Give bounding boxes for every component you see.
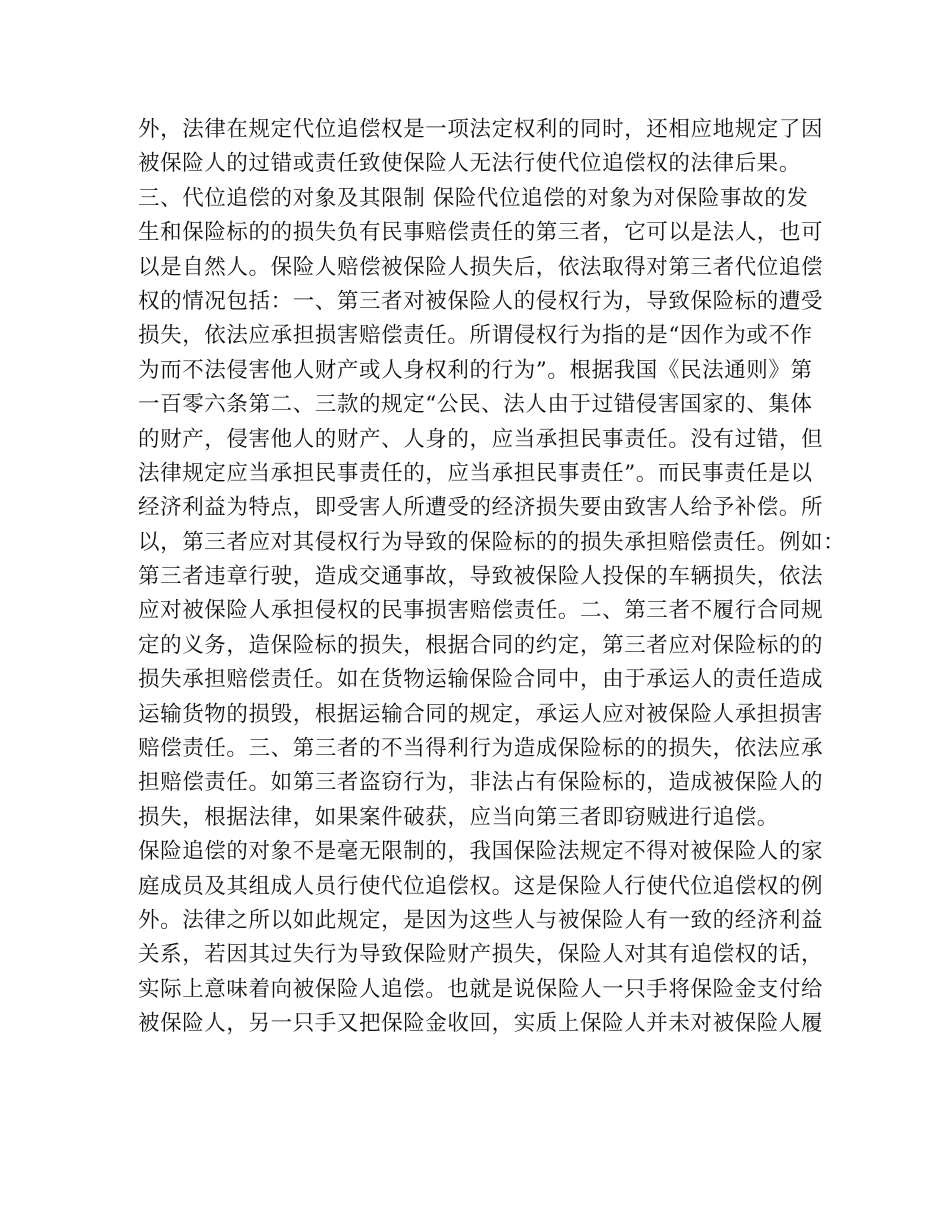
text-line: 庭成员及其组成人员行使代位追偿权。这是保险人行使代位追偿权的例 [138,873,824,899]
text-line: 被保险人，另一只手又把保险金收回，实质上保险人并未对被保险人履 [138,1011,824,1037]
text-line: 运输货物的损毁，根据运输合同的规定，承运人应对被保险人承担损害 [138,701,824,727]
body-text [138,113,846,1042]
text-line: 担赔偿责任。如第三者盗窃行为，非法占有保险标的，造成被保险人的 [138,770,824,796]
text-line: 以是自然人。保险人赔偿被保险人损失后，依法取得对第三者代位追偿 [138,254,824,280]
text-line: 第三者违章行驶，造成交通事故，导致被保险人投保的车辆损失，依法 [138,564,824,590]
text-line: 外。法律之所以如此规定，是因为这些人与被保险人有一致的经济利益 [138,907,824,933]
text-line: 损失承担赔偿责任。如在货物运输保险合同中，由于承运人的责任造成 [138,667,824,693]
text-line: 关系，若因其过失行为导致保险财产损失，保险人对其有追偿权的话， [138,942,824,968]
text-line: 损失，根据法律，如果案件破获，应当向第三者即窃贼进行追偿。 [138,804,779,830]
text-line: 权的情况包括：一、第三者对被保险人的侵权行为，导致保险标的遭受 [138,288,824,314]
text-line: 外，法律在规定代位追偿权是一项法定权利的同时，还相应地规定了因 [138,117,824,142]
text-line: 法律规定应当承担民事责任的，应当承担民事责任”。而民事责任是以 [138,460,813,486]
text-line: 经济利益为特点，即受害人所遭受的经济损失要由致害人给予补偿。所 [138,495,824,521]
text-line: 以，第三者应对其侵权行为导致的保险标的的损失承担赔偿责任。例如： [138,529,846,555]
text-line: 生和保险标的的损失负有民事赔偿责任的第三者，它可以是法人，也可 [138,220,824,246]
text-line: 一百零六条第二、三款的规定“公民、法人由于过错侵害国家的、集体 [138,392,813,418]
text-line: 为而不法侵害他人财产或人身权利的行为”。根据我国《民法通则》第 [138,357,813,383]
text-line: 保险追偿的对象不是毫无限制的，我国保险法规定不得对被保险人的家 [138,839,824,865]
text-line: 的财产，侵害他人的财产、人身的，应当承担民事责任。没有过错，但 [138,426,824,452]
text-line: 损失，依法应承担损害赔偿责任。所谓侵权行为指的是“因作为或不作 [138,323,813,349]
text-line: 实际上意味着向被保险人追偿。也就是说保险人一只手将保险金支付给 [138,976,824,1002]
text-line: 赔偿责任。三、第三者的不当得利行为造成保险标的的损失，依法应承 [138,736,824,762]
text-line: 三、代位追偿的对象及其限制 保险代位追偿的对象为对保险事故的发 [138,185,809,211]
text-line: 应对被保险人承担侵权的民事损害赔偿责任。二、第三者不履行合同规 [138,598,824,624]
text-line: 定的义务，造保险标的损失，根据合同的约定，第三者应对保险标的的 [138,632,824,658]
text-line: 被保险人的过错或责任致使保险人无法行使代位追偿权的法律后果。 [138,151,802,177]
